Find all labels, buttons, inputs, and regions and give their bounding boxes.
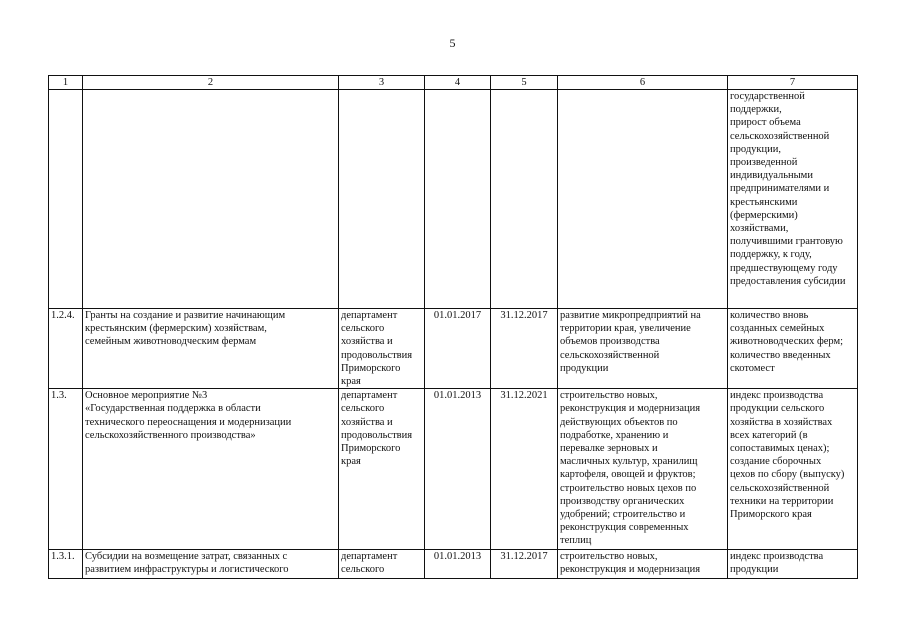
program-table [48,75,858,579]
column-header-2: 2 [83,76,339,90]
cell-name: Субсидии на возмещение затрат, связанных с развитием инфраструктуры и логистического [83,550,339,579]
cell-indicator: индекс производства продукции [728,550,858,579]
cell-executor: департамент сельского [339,550,425,579]
cell-result: строительство новых, реконструкция и модернизация [558,550,728,579]
cell-number: 1.2.4. [49,309,83,389]
cell-indicator: индекс производства продукции сельского хозяйства в хозяйствах всех категорий (в сопоставимых ценах); создание сборочных цехов по сбору (выпуску) сельскохозяйственной техники на территории Приморского края [728,389,858,550]
table-row-1-2-4 [49,309,858,389]
cell-result [558,90,728,309]
cell-start-date: 01.01.2013 [425,389,491,550]
table-header-row [49,76,858,90]
cell-end-date [491,90,558,309]
column-header-7: 7 [728,76,858,90]
cell-name: Основное мероприятие №3 «Государственная поддержка в области технического переоснащения и модернизации сельскохозяйственного производства» [83,389,339,550]
cell-start-date: 01.01.2013 [425,550,491,579]
cell-start-date [425,90,491,309]
table-row-continuation [49,90,858,309]
column-header-4: 4 [425,76,491,90]
cell-executor: департамент сельского хозяйства и продовольствия Приморского края [339,389,425,550]
cell-result: развитие микропредприятий на территории края, увеличение объемов производства сельскохозяйственной продукции [558,309,728,389]
cell-end-date: 31.12.2017 [491,309,558,389]
cell-name [83,90,339,309]
table-row-1-3 [49,389,858,550]
column-header-1: 1 [49,76,83,90]
table-row-1-3-1 [49,550,858,579]
page-number: 5 [449,36,456,50]
cell-executor: департамент сельского хозяйства и продовольствия Приморского края [339,309,425,389]
cell-number: 1.3. [49,389,83,550]
cell-result: строительство новых, реконструкция и модернизация действующих объектов по подработке, хранению и перевалке зерновых и масличных культур, хранилищ картофеля, овощей и фруктов; строительство новых цехов по производству органических удобрений; строительство и реконструкция современных теплиц [558,389,728,550]
cell-executor [339,90,425,309]
cell-indicator: количество вновь созданных семейных животноводческих ферм; количество введенных скотомест [728,309,858,389]
column-header-5: 5 [491,76,558,90]
cell-number [49,90,83,309]
column-header-6: 6 [558,76,728,90]
cell-start-date: 01.01.2017 [425,309,491,389]
cell-indicator: государственной поддержки, прирост объема сельскохозяйственной продукции, произведенной индивидуальными предпринимателями и крестьянскими (фермерскими) хозяйствами, получившими грантовую поддержку, к году, предшествующему году предоставления субсидии [728,90,858,309]
cell-name: Гранты на создание и развитие начинающим крестьянским (фермерским) хозяйствам, семейным животноводческим фермам [83,309,339,389]
cell-number: 1.3.1. [49,550,83,579]
cell-end-date: 31.12.2017 [491,550,558,579]
column-header-3: 3 [339,76,425,90]
cell-end-date: 31.12.2021 [491,389,558,550]
